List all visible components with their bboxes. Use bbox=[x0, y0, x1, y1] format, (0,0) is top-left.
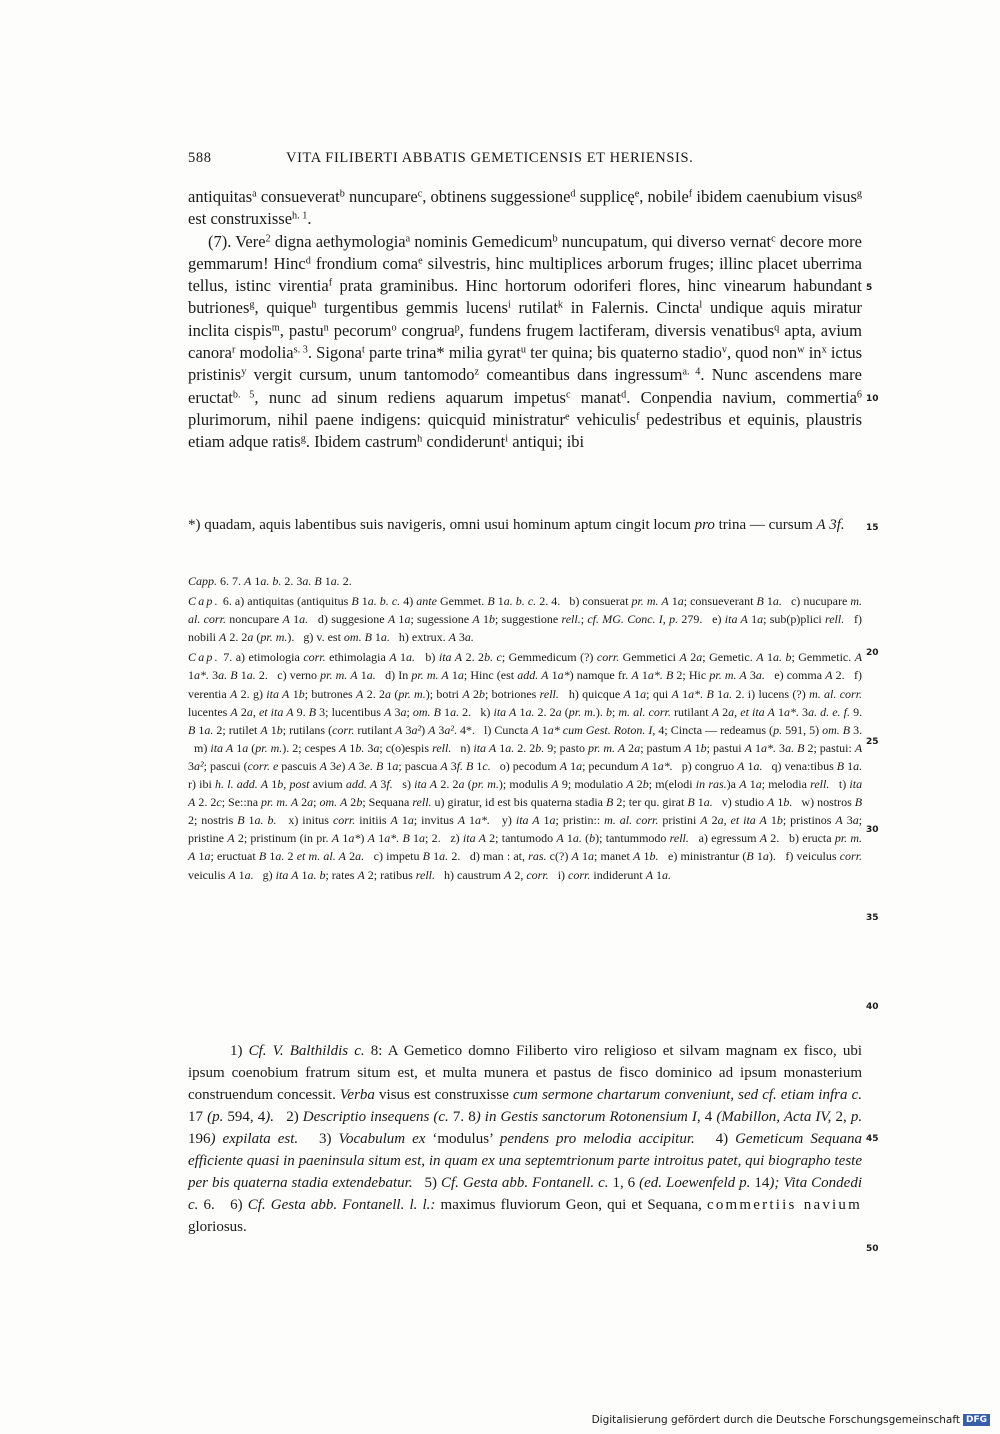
footnotes bbox=[188, 1040, 862, 1238]
digitization-credit bbox=[592, 1413, 990, 1427]
line-number: 10 bbox=[866, 394, 879, 404]
critical-apparatus bbox=[188, 572, 862, 884]
dfg-logo: DFG bbox=[963, 1414, 990, 1426]
running-title: VITA FILIBERTI ABBATIS GEMETICENSIS ET HERIENSIS. bbox=[286, 150, 694, 166]
line-number: 50 bbox=[866, 1244, 879, 1254]
page-number: 588 bbox=[188, 150, 212, 166]
variant-note-star: *) quadam, aquis labentibus suis navigeris, omni usui hominum aptum cingit locum pro trina — cursum A 3f. bbox=[188, 517, 845, 533]
running-header bbox=[188, 150, 862, 170]
line-number: 45 bbox=[866, 1134, 879, 1144]
line-number: 30 bbox=[866, 825, 879, 835]
footnote-text: 1) Cf. V. Balthildis c. 8: A Gemetico domno Filiberto viro religioso et silvam magnam ex fisco, ubi ipsum coenobium fratrum situm est, et multa munera et pastus de fisco dominico ad ipsum monasterium construendum concessit. Verba visus est construxisse cum sermone chartarum conveniunt, sed cf. etiam infra c. 17 (p. 594, 4). 2) Descriptio insequens (c. 7. 8) in Gestis sanctorum Rotonensium I, 4 (Mabillon, Acta IV, 2, p. 196) expilata est. 3) Vocabulum ex ‘modulus’ pendens pro melodia accipitur. 4) Gemeticum Sequana efficiente quasi in paeninsula situm est, in quam ex una septemtrionum parte introitus patet, qui biographo teste per bis quaterna stadia extendebatur. 5) Cf. Gesta abb. Fontanell. c. 1, 6 (ed. Loewenfeld p. 14); Vita Condedi c. 6. 6) Cf. Gesta abb. Fontanell. l. l.: maximus fluviorum Geon, qui et Sequana, commertiis navium gloriosus. bbox=[188, 1043, 863, 1235]
line-number: 25 bbox=[866, 737, 879, 747]
main-paragraph-1: antiquitas$^a$ consueverat$^b$ nuncupare$^c$, obtinens suggessione$^d$ supplicę$^e$, nobile$^f$ ibidem caenubium visus$^g$ est construxisse$^{h. 1}$. bbox=[188, 187, 862, 229]
line-number: 5 bbox=[866, 283, 873, 293]
line-number: 40 bbox=[866, 1002, 879, 1012]
apparatus-cap-7: Cap. 7. a) etimologia corr. ethimolagia A 1a. b) ita A 2. 2b. c; Gemmedicum (?) corr. Gemmetici A 2a; Gemetic. A 1a. b; Gemmetic. A 1a*. 3a. B 1a. 2. c) verno pr. m. A 1a. d) In pr. m. A 1a; Hinc (est add. A 1a*) namque fr. A 1a*. B 2; Hic pr. m. A 3a. e) comma A 2. f) verentia A 2. g) ita A 1b; butrones A 2. 2a (pr. m.); botri A 2b; botriones rell. h) quicque A 1a; qui A 1a*. B 1a. 2. i) lucens (?) m. al. corr. lucentes A 2a, et ita A 9. B 3; lucentibus A 3a; om. B 1a. 2. k) ita A 1a. 2. 2a (pr. m.). b; m. al. corr. rutilant A 2a, et ita A 1a*. 3a. d. e. f. 9. B 1a. 2; rutilet A 1b; rutilans (corr. rutilant A 3a²) A 3a². 4*. l) Cuncta A 1a* cum Gest. Roton. I, 4; Cincta — redeamus (p. 591, 5) om. B 3. m) ita A 1a (pr. m.). 2; cespes A 1b. 3a; c(o)espis rell. n) ita A 1a. 2. 2b. 9; pasto pr. m. A 2a; pastum A 1b; pastui A 1a*. 3a. B 2; pastui: A 3a²; pascui (corr. e pascuis A 3e) A 3e. B 1a; pascua A 3f. B 1c. o) pecodum A 1a; pecundum A 1a*. p) congruo A 1a. q) vena:tibus B 1a. r) ibi h. l. add. A 1b, post avium add. A 3f. s) ita A 2. 2a (pr. m.); modulis A 9; modulatio A 2b; m(elodi in ras.)a A 1a; melodia rell. t) ita A 2. 2c; Se::na pr. m. A 2a; om. A 2b; Sequana rell. u) giratur, id est bis quaterna stadia B 2; ter qu. girat B 1a. v) studio A 1b. w) nostros B 2; nostris B 1a. b. x) initus corr. initiis A 1a; invitus A 1a*. y) ita A 1a; pristin:: m. al. corr. pristini A 2a, et ita A 1b; pristinos A 3a; pristine A 2; pristinum (in pr. A 1a*) A 1a*. B 1a; 2. z) ita A 2; tantumodo A 1a. (b); tantummodo rell. a) egressum A 2. b) eructa pr. m. A 1a; eructuat B 1a. 2 et m. al. A 2a. c) impetu B 1a. 2. d) man : at, ras. c(?) A 1a; manet A 1b. e) ministrantur (B 1a). f) veiculus corr. veiculis A 1a. g) ita A 1a. b; rates A 2; ratibus rell. h) caustrum A 2, corr. i) corr. indiderunt A 1a. bbox=[188, 650, 863, 882]
apparatus-cap-6: Cap. 6. a) antiquitas (antiquitus B 1a. b. c. 4) ante Gemmet. B 1a. b. c. 2. 4. b) consuerat pr. m. A 1a; consueverant B 1a. c) nucupare m. al. corr. noncupare A 1a. d) suggesione A 1a; sugessione A 1b; suggestione rell.; cf. MG. Conc. I, p. 279. e) ita A 1a; sub(p)plici rell. f) nobili A 2. 2a (pr. m.). g) v. est om. B 1a. h) extrux. A 3a. bbox=[188, 594, 863, 645]
line-number: 15 bbox=[866, 523, 879, 533]
credit-text: Digitalisierung gefördert durch die Deutsche Forschungsgemeinschaft bbox=[591, 1414, 960, 1426]
main-text bbox=[188, 186, 862, 454]
line-number: 35 bbox=[866, 913, 879, 923]
apparatus-capp: Capp. 6. 7. A 1a. b. 2. 3a. B 1a. 2. bbox=[188, 574, 352, 588]
main-paragraph-2: (7). Vere$^2$ digna aethymologia$^a$ nominis Gemedicum$^b$ nuncupatum, qui diverso vernat$^c$ decore more gemmarum! Hinc$^d$ frondium coma$^e$ silvestris, hinc multiplices arborum fruges; illinc placet uberrima tellus, istinc virentia$^f$ prata graminibus. Hinc hortorum odoriferi flores, hinc vinearum habundant butriones$^g$, quique$^h$ turgentibus gemmis lucens$^i$ rutilat$^k$ in Falernis. Cincta$^l$ undique aquis miratur inclita cispis$^m$, pastu$^n$ pecorum$^o$ congrua$^p$, fundens frugem lactiferam, diversis venatibus$^q$ apta, avium canora$^r$ modolia$^{s. 3}$. Sigona$^t$ parte trina* milia gyrat$^u$ ter quina; bis quaterno stadio$^v$, quod non$^w$ $in^x$ ictus pristinis$^y$ vergit cursum, unum tantomodo$^z$ comeantibus dans ingressum$^{a. 4}$. Nunc ascendens mare eructat$^{b. 5}$, nunc ad sinum rediens aquarum impetus$^c$ manat$^d$. Conpendia navium, commertia$^6$ plurimorum, nihil paene indigens: quicquid ministratur$^e$ vehiculis$^f$ pedestribus et equinis, plaustris etiam adque ratis$^g$. Ibidem castrum$^h$ condiderunt$^i$ antiqui; ibi bbox=[188, 231, 863, 452]
line-number: 20 bbox=[866, 648, 879, 658]
